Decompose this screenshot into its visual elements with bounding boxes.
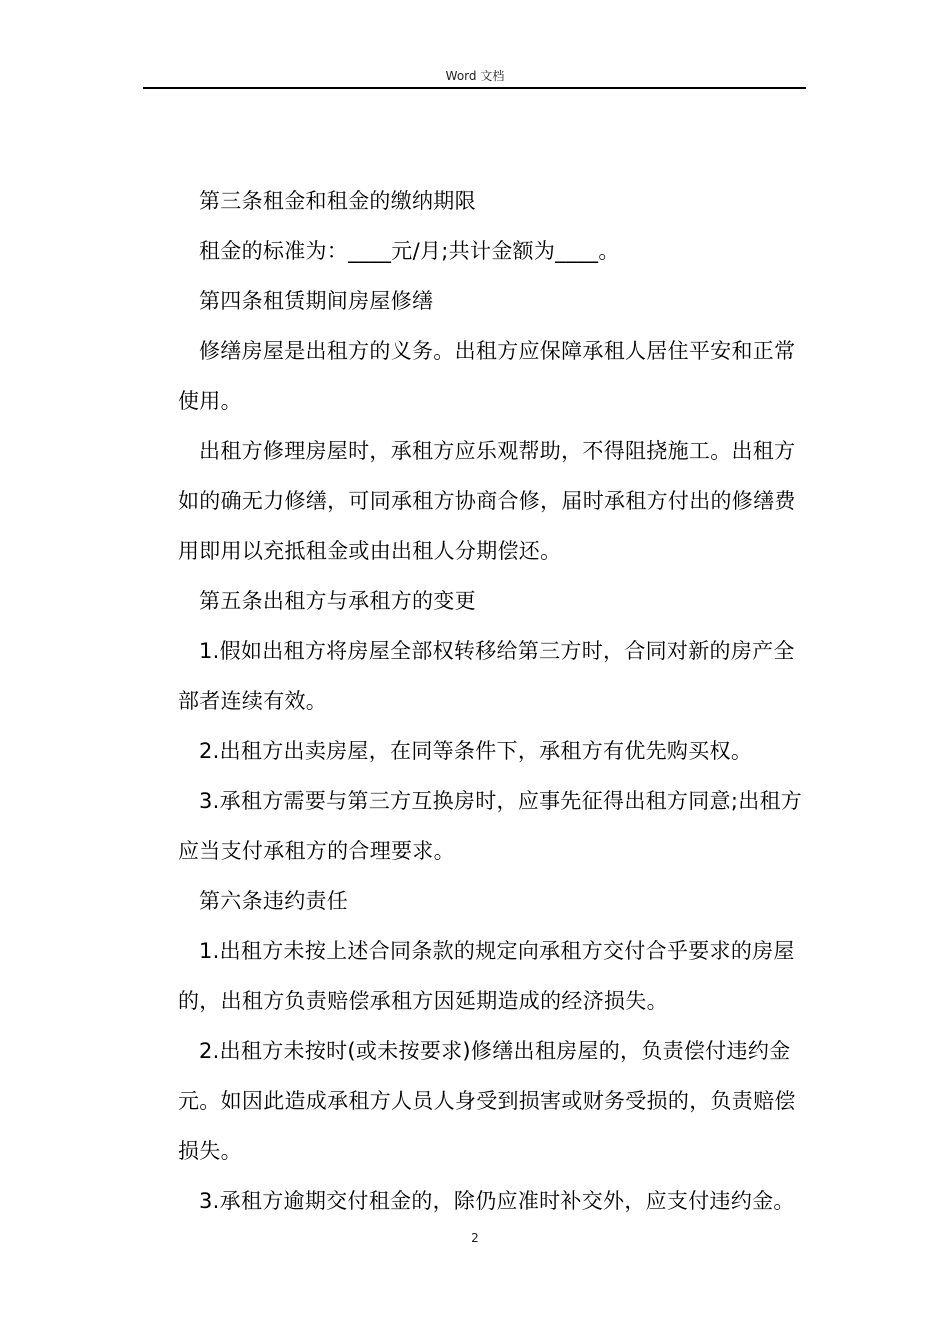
paragraph: 租金的标准为：____元/月;共计金额为____。	[199, 239, 620, 263]
paragraph: 第六条违约责任	[199, 889, 349, 913]
paragraph: 出租方修理房屋时，承租方应乐观帮助，不得阻挠施工。出租方如的确无力修缮，可同承租方协商合修，届时承租方付出的修缮费用即用以充抵租金或由出租人分期偿还。	[178, 439, 796, 563]
paragraph: 3.承租方需要与第三方互换房时，应事先征得出租方同意;出租方应当支付承租方的合理要求。	[178, 789, 803, 863]
page-number: 2	[471, 1231, 479, 1245]
document-body	[178, 176, 814, 1226]
paragraph: 第五条出租方与承租方的变更	[199, 589, 476, 613]
page-header: Word 文档	[445, 69, 505, 83]
paragraph: 第四条租赁期间房屋修缮	[199, 289, 434, 313]
paragraph: 修缮房屋是出租方的义务。出租方应保障承租人居住平安和正常使用。	[178, 339, 796, 413]
header-rule	[143, 87, 806, 89]
paragraph: 2.出租方未按时(或未按要求)修缮出租房屋的，负责偿付违约金元。如因此造成承租方人员人身受到损害或财务受损的，负责赔偿损失。	[178, 1039, 796, 1163]
paragraph: 1.出租方未按上述合同条款的规定向承租方交付合乎要求的房屋的，出租方负责赔偿承租方因延期造成的经济损失。	[178, 939, 795, 1013]
paragraph: 3.承租方逾期交付租金的，除仍应准时补交外，应支付违约金。	[199, 1189, 795, 1213]
paragraph: 第三条租金和租金的缴纳期限	[199, 189, 476, 213]
paragraph: 2.出租方出卖房屋，在同等条件下，承租方有优先购买权。	[199, 739, 753, 763]
paragraph: 1.假如出租方将房屋全部权转移给第三方时，合同对新的房产全部者连续有效。	[178, 639, 795, 713]
